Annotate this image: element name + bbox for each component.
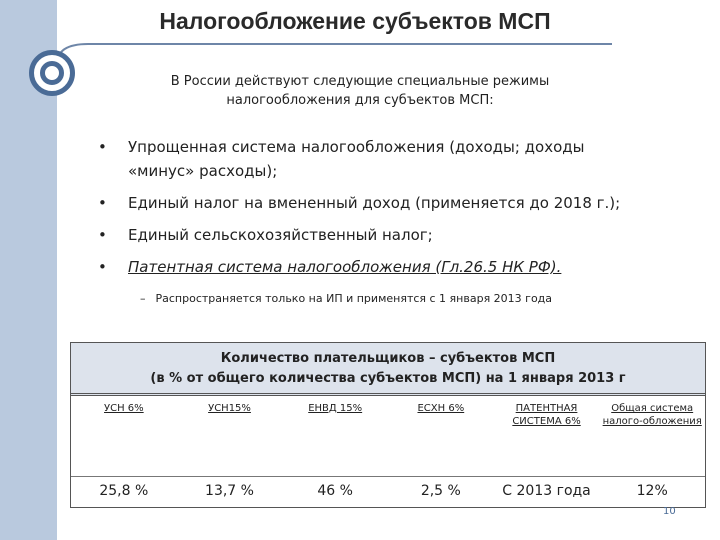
intro-text xyxy=(110,72,610,110)
table-row xyxy=(71,476,705,507)
table-header-line: Количество плательщиков – субъектов МСП xyxy=(220,351,556,366)
table-value-cell: 25,8 % xyxy=(99,483,149,499)
bullet-dot-icon: • xyxy=(98,226,107,244)
bullet-list xyxy=(98,135,678,287)
decorative-ring-inner-icon xyxy=(40,61,64,85)
table-label-cell[interactable]: ЕНВД 15% xyxy=(308,403,363,414)
table-label-cell[interactable]: ПАТЕНТНАЯ СИСТЕМА 6% xyxy=(512,403,581,427)
patent-link[interactable]: Патентная система налогообложения (Гл.26.5 НК РФ). xyxy=(128,258,562,276)
table-row xyxy=(71,396,705,476)
bullet-line: «минус» расходы); xyxy=(128,162,278,180)
intro-line: налогообложения для субъектов МСП: xyxy=(226,93,494,108)
intro-line: В России действуют следующие специальные режимы xyxy=(170,74,550,89)
sub-bullet-text: Распространяется только на ИП и применятся с 1 января 2013 года xyxy=(155,292,553,305)
bullet-line: Упрощенная система налогообложения (доходы; доходы xyxy=(128,138,585,156)
table-header-line: (в % от общего количества субъектов МСП) на 1 января 2013 г xyxy=(150,371,626,386)
taxpayers-table xyxy=(70,342,706,508)
table-label-cell[interactable]: ЕСХН 6% xyxy=(417,403,465,414)
table-label-cell[interactable]: УСН 6% xyxy=(104,403,144,414)
bullet-item xyxy=(98,191,678,215)
bullet-dot-icon: • xyxy=(98,194,107,212)
table-value-cell: С 2013 года xyxy=(502,483,591,499)
bullet-item-link[interactable] xyxy=(98,255,678,279)
bullet-text xyxy=(128,135,678,183)
bullet-dot-icon: • xyxy=(98,258,107,276)
table-value-cell: 46 % xyxy=(317,483,353,499)
sub-bullet xyxy=(140,292,660,305)
slide-title: Налогообложение субъектов МСП xyxy=(159,8,551,34)
dash-icon: – xyxy=(140,292,146,305)
bullet-item xyxy=(98,135,678,183)
table-label-cell[interactable]: УСН15% xyxy=(208,403,251,414)
table-header xyxy=(71,343,705,396)
page-number: 10 xyxy=(663,506,676,517)
table-value-cell: 13,7 % xyxy=(205,483,254,499)
table-value-cell: 12% xyxy=(636,483,668,499)
bullet-item xyxy=(98,223,678,247)
bullet-text: Единый налог на вмененный доход (применяется до 2018 г.); xyxy=(128,194,621,212)
bullet-text: Единый сельскохозяйственный налог; xyxy=(128,226,433,244)
table-label-cell[interactable]: Общая система налого-обложения xyxy=(602,403,702,427)
bullet-dot-icon: • xyxy=(98,138,107,156)
table-value-cell: 2,5 % xyxy=(420,483,461,499)
